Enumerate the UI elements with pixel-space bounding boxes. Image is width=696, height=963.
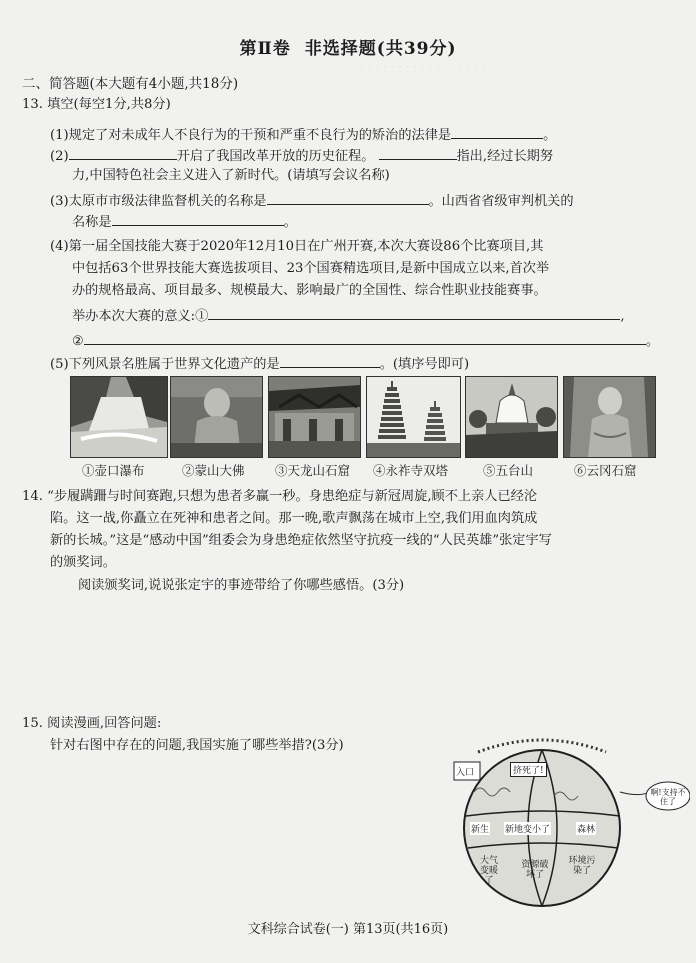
- photo-yongzuo-temple-twin-pagodas: [366, 376, 461, 458]
- cartoon-label-new-land: 新地变小了: [504, 822, 551, 835]
- q13-item-5: [50, 354, 469, 374]
- caption-4: ④永祚寺双塔: [373, 463, 449, 478]
- page-title: [0, 34, 696, 59]
- answer-blank[interactable]: [451, 125, 543, 139]
- answer-blank[interactable]: [208, 306, 620, 320]
- q13-item-4-l3: 办的规格最高、项目最多、规模最大、影响最广的全国性、综合性职业技能赛事。: [72, 283, 547, 298]
- q13-item-3-cont: [72, 212, 297, 232]
- cartoon-label-air: 大气变暖了: [479, 856, 498, 886]
- caption-6: ⑥云冈石窟: [574, 463, 637, 478]
- q14-prompt: 阅读颁奖词,说说张定宇的事迹带给了你哪些感悟。(3分): [78, 578, 405, 593]
- q13-item-4-num2: ②: [72, 334, 84, 349]
- q13-item-4-l4: [72, 306, 625, 326]
- photo-mengshan-buddha: [170, 376, 263, 458]
- q13-item-5-text-b: 。(填序号即可): [379, 357, 470, 372]
- section-heading: 二、简答题(本大题有4小题,共18分): [22, 76, 239, 92]
- cartoon-label-cannot-bear: 啊!支持不住了: [650, 788, 686, 806]
- photo-hukou-waterfall: [70, 376, 168, 458]
- cartoon-label-forest: 森林: [576, 822, 596, 835]
- q13-item-2-cont: 力,中国特色社会主义进入了新时代。(请填写会议名称): [72, 168, 390, 183]
- answer-blank[interactable]: [112, 212, 284, 226]
- q13-item-4-l5: [72, 331, 659, 351]
- q13-item-2-num: (2): [50, 149, 69, 164]
- page-footer: 文科综合试卷(一) 第13页(共16页): [247, 922, 449, 937]
- photo-wutaishan: [465, 376, 558, 458]
- cartoon-label-crowded: 挤死了!: [510, 762, 547, 777]
- q13-item-3: [50, 191, 574, 211]
- q15-answer-area[interactable]: [50, 760, 440, 890]
- q13-item-2: [50, 146, 553, 166]
- photo-yungang-grottoes: [563, 376, 656, 458]
- q13-item-3-text: (3)太原市市级法律监督机关的名称是: [50, 194, 267, 209]
- q14-line-2: 陷。这一战,你矗立在死神和患者之间。那一晚,歌声飘荡在城市上空,我们用血肉筑成: [50, 511, 538, 526]
- q14-line-4: 的颁奖词。: [50, 555, 116, 570]
- q13-heading: 13. 填空(每空1分,共8分): [22, 97, 171, 112]
- q13-item-1-text: (1)规定了对未成年人不良行为的干预和严重不良行为的矫治的法律是: [50, 128, 452, 143]
- cartoon-label-newborn: 新生: [470, 822, 490, 835]
- section-title: 非选择题(共39分): [304, 39, 457, 59]
- volume-label: 第Ⅱ卷: [239, 39, 291, 59]
- answer-blank[interactable]: [69, 146, 177, 160]
- bleed-through: · · · · · · · · · · · · · · · · ·: [360, 60, 486, 74]
- caption-2: ②蒙山大佛: [182, 463, 245, 478]
- caption-5: ⑤五台山: [483, 463, 534, 478]
- cartoon-label-environment: 环境污染了: [568, 856, 596, 876]
- punct: 。: [543, 128, 557, 143]
- q13-item-4-l1: (4)第一届全国技能大赛于2020年12月10日在广州开赛,本次大赛设86个比赛项目,其: [50, 239, 544, 254]
- answer-blank[interactable]: [84, 331, 646, 345]
- cartoon-label-entrance: 入口: [456, 768, 475, 778]
- q13-item-4-l2: 中包括63个世界技能大赛选拔项目、23个国赛精选项目,是新中国成立以来,首次举: [72, 261, 550, 276]
- q15-heading: 15. 阅读漫画,回答问题:: [22, 716, 162, 731]
- q14-line-1: 14. “步履蹒跚与时间赛跑,只想为患者多赢一秒。身患绝症与新冠周旋,顾不上亲人已经沦: [22, 489, 538, 504]
- q13-item-5-text: (5)下列风景名胜属于世界文化遗产的是: [50, 357, 280, 372]
- caption-1: ①壶口瀑布: [82, 463, 145, 478]
- q14-answer-area[interactable]: [50, 600, 660, 705]
- punct: 。: [283, 215, 297, 230]
- answer-blank[interactable]: [267, 191, 429, 205]
- answer-blank[interactable]: [280, 354, 380, 368]
- q15-prompt: 针对右图中存在的问题,我国实施了哪些举措?(3分): [50, 738, 344, 753]
- cartoon-overcrowded-earth: [444, 732, 690, 908]
- cartoon-label-resources: 资源破坏了: [521, 860, 549, 880]
- punct: 。: [645, 334, 660, 349]
- q13-item-2-text-b: 指出,经过长期努: [456, 149, 554, 164]
- q13-item-3-text-b: 。山西省省级审判机关的: [428, 194, 574, 209]
- caption-3: ③天龙山石窟: [275, 463, 351, 478]
- q13-item-1: [50, 125, 556, 145]
- q13-item-3-text-c: 名称是: [72, 215, 112, 230]
- answer-blank[interactable]: [379, 146, 457, 160]
- q13-item-4-text: 举办本次大赛的意义:①: [72, 309, 209, 324]
- q13-item-2-text: 开启了我国改革开放的历史征程。: [176, 149, 375, 164]
- q14-line-3: 新的长城。”这是“感动中国”组委会为身患绝症依然坚守抗疫一线的“人民英雄”张定宇写: [50, 533, 552, 548]
- photo-tianlongshan-grottoes: [268, 376, 361, 458]
- punct: ,: [620, 309, 625, 324]
